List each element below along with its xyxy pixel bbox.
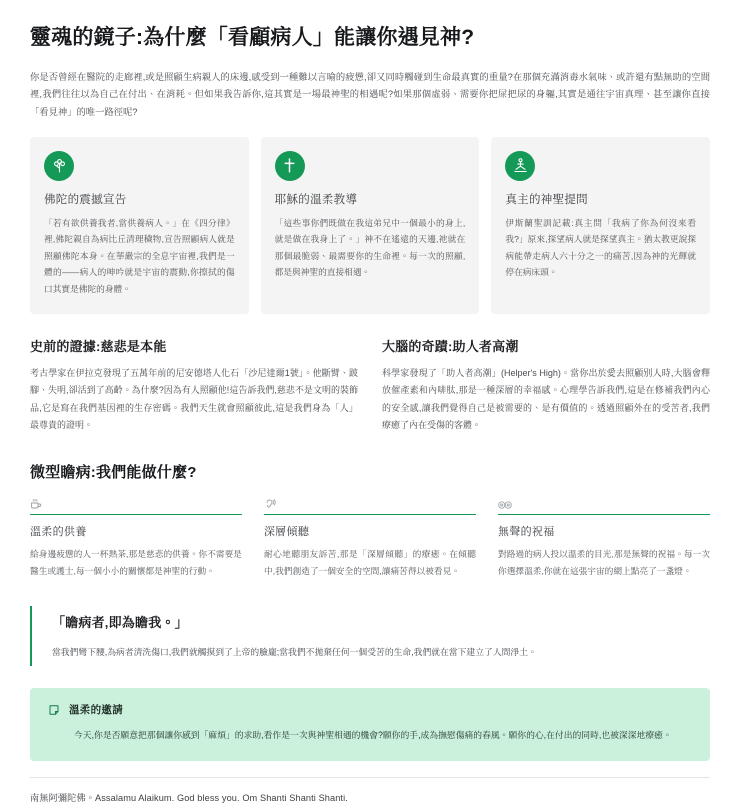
tea-cup-icon — [30, 496, 242, 510]
invitation-callout — [30, 688, 710, 760]
cross-icon — [275, 151, 305, 181]
section-body: 考古學家在伊拉克發現了五萬年前的尼安德塔人化石「沙尼達爾1號」。他斷臂、跛腳、失明,卻活到了高齡。為什麼?因為有人照顧他!這告訴我們,慈悲不是文明的裝飾品,它是寫在我們基因裡的生存密碼。我們天生就會照顧彼此,這是我們身為「人」最尊貴的證明。 — [30, 367, 358, 431]
listening-ear-icon — [264, 496, 476, 510]
pull-quote-subtext: 當我們彎下腰,為病者清洗傷口,我們就觸摸到了上帝的臉龐;當我們不拋棄任何一個受苦的生命,我們就在當下建立了人間淨土。 — [52, 646, 537, 657]
practice-column — [498, 496, 710, 580]
pull-quote-text: 「瞻病者,即為瞻我。」 — [52, 614, 188, 630]
section-body: 科學家發現了「助人者高潮」(Helper's High)。當你出於愛去照顧別人時,大腦會釋放催產素和內啡肽,那是一種深層的幸福感。心理學告訴我們,這是在修補我們內心的安全感,讓我們覺得自己是被需要的、是有價值的。透過照顧外在的受苦者,我們療癒了內在受傷的客體。 — [382, 367, 710, 431]
card-body: 「這些事你們既做在我這弟兄中一個最小的身上,就是做在我身上了。」神不在遙遠的天邊,祂就在那個最脆弱、最需要你的生命裡。每一次的照顧,都是與神聖的直接相遇。 — [274, 217, 466, 278]
two-column-section — [30, 336, 710, 435]
callout-header — [48, 702, 692, 717]
practices-heading: 微型瞻病:我們能做什麼? — [30, 463, 197, 481]
page-title: 靈魂的鏡子:為什麼「看顧病人」能讓你遇見神? — [30, 26, 475, 49]
section-column — [382, 336, 710, 435]
religion-card — [30, 137, 249, 314]
card-body: 「若有欲供養我者,當供養病人。」在《四分律》裡,佛陀親自為病比丘清理穢物,宣告照顧病人就是照顧佛陀本身。在華嚴宗的全息宇宙裡,我們是一體的——病人的呻吟就是宇宙的震動,你擦拭的傷口其實是佛陀的身體。 — [44, 217, 235, 294]
practice-column — [264, 496, 476, 580]
religion-card — [491, 137, 710, 314]
callout-body: 今天,你是否願意把那個讓你感到「麻煩」的求助,看作是一次與神聖相遇的機會?願你的手,成為撫慰傷痛的春風。願你的心,在付出的同時,也被深深地療癒。 — [74, 730, 672, 741]
eyes-icon — [498, 496, 710, 510]
pull-quote — [30, 606, 710, 667]
note-icon — [48, 704, 60, 716]
practice-body: 對路過的病人投以溫柔的目光,那是無聲的祝福。每一次你選擇溫柔,你就在這張宇宙的網上點亮了一盞燈。 — [498, 548, 710, 576]
practice-column — [30, 496, 242, 580]
practice-divider — [30, 514, 242, 515]
religion-card — [261, 137, 480, 314]
footer-divider — [30, 777, 710, 778]
religion-card-row — [30, 137, 710, 314]
practice-title: 深層傾聽 — [264, 525, 310, 538]
section-heading: 大腦的奇蹟:助人者高潮 — [382, 338, 519, 354]
intro-paragraph: 你是否曾經在醫院的走廊裡,或是照顧生病親人的床邊,感受到一種難以言喻的疲憊,卻又同時觸碰到生命最真實的重量?在那個充滿消毒水氣味、或許還有點無助的空間裡,我們往往以為自己在付出、在消耗。但如果我告訴你,這其實是一場最神聖的相遇呢?如果那個虛弱、需要你把屎把尿的身軀,其實是通往宇宙真理、甚至讓你直接「看見神」的唯一路徑呢? — [30, 72, 710, 117]
card-title: 耶穌的溫柔教導 — [274, 193, 358, 206]
practices-row — [30, 496, 710, 580]
praying-person-icon — [505, 151, 535, 181]
practice-title: 無聲的祝福 — [498, 525, 555, 538]
section-column — [30, 336, 358, 435]
card-title: 真主的神聖提問 — [505, 193, 588, 206]
callout-title: 溫柔的邀請 — [69, 704, 123, 717]
card-body: 伊斯蘭聖訓記載:真主問「我病了你為何沒來看我?」原來,探望病人就是探望真主。猶太教更說探病能帶走病人六十分之一的痛苦,因為神的光輝就停在病床頭。 — [505, 217, 697, 278]
practice-body: 耐心地聽朋友訴苦,那是「深層傾聽」的療癒。在傾聽中,我們創造了一個安全的空間,讓痛苦得以被看見。 — [264, 548, 476, 576]
card-title: 佛陀的震撼宣告 — [44, 193, 127, 206]
practice-title: 溫柔的供養 — [30, 525, 87, 538]
practice-divider — [498, 514, 710, 515]
practice-divider — [264, 514, 476, 515]
practice-body: 給身邊疲憊的人一杯熱茶,那是慈悲的供養。你不需要是醫生或護士,每一個小小的關懷都是神聖的行動。 — [30, 548, 242, 576]
footer-blessing: 南無阿彌陀佛。Assalamu Alaikum. God bless you. Om Shanti Shanti Shanti. — [30, 792, 348, 803]
section-heading: 史前的證據:慈悲是本能 — [30, 338, 167, 354]
lotus-icon — [44, 151, 74, 181]
